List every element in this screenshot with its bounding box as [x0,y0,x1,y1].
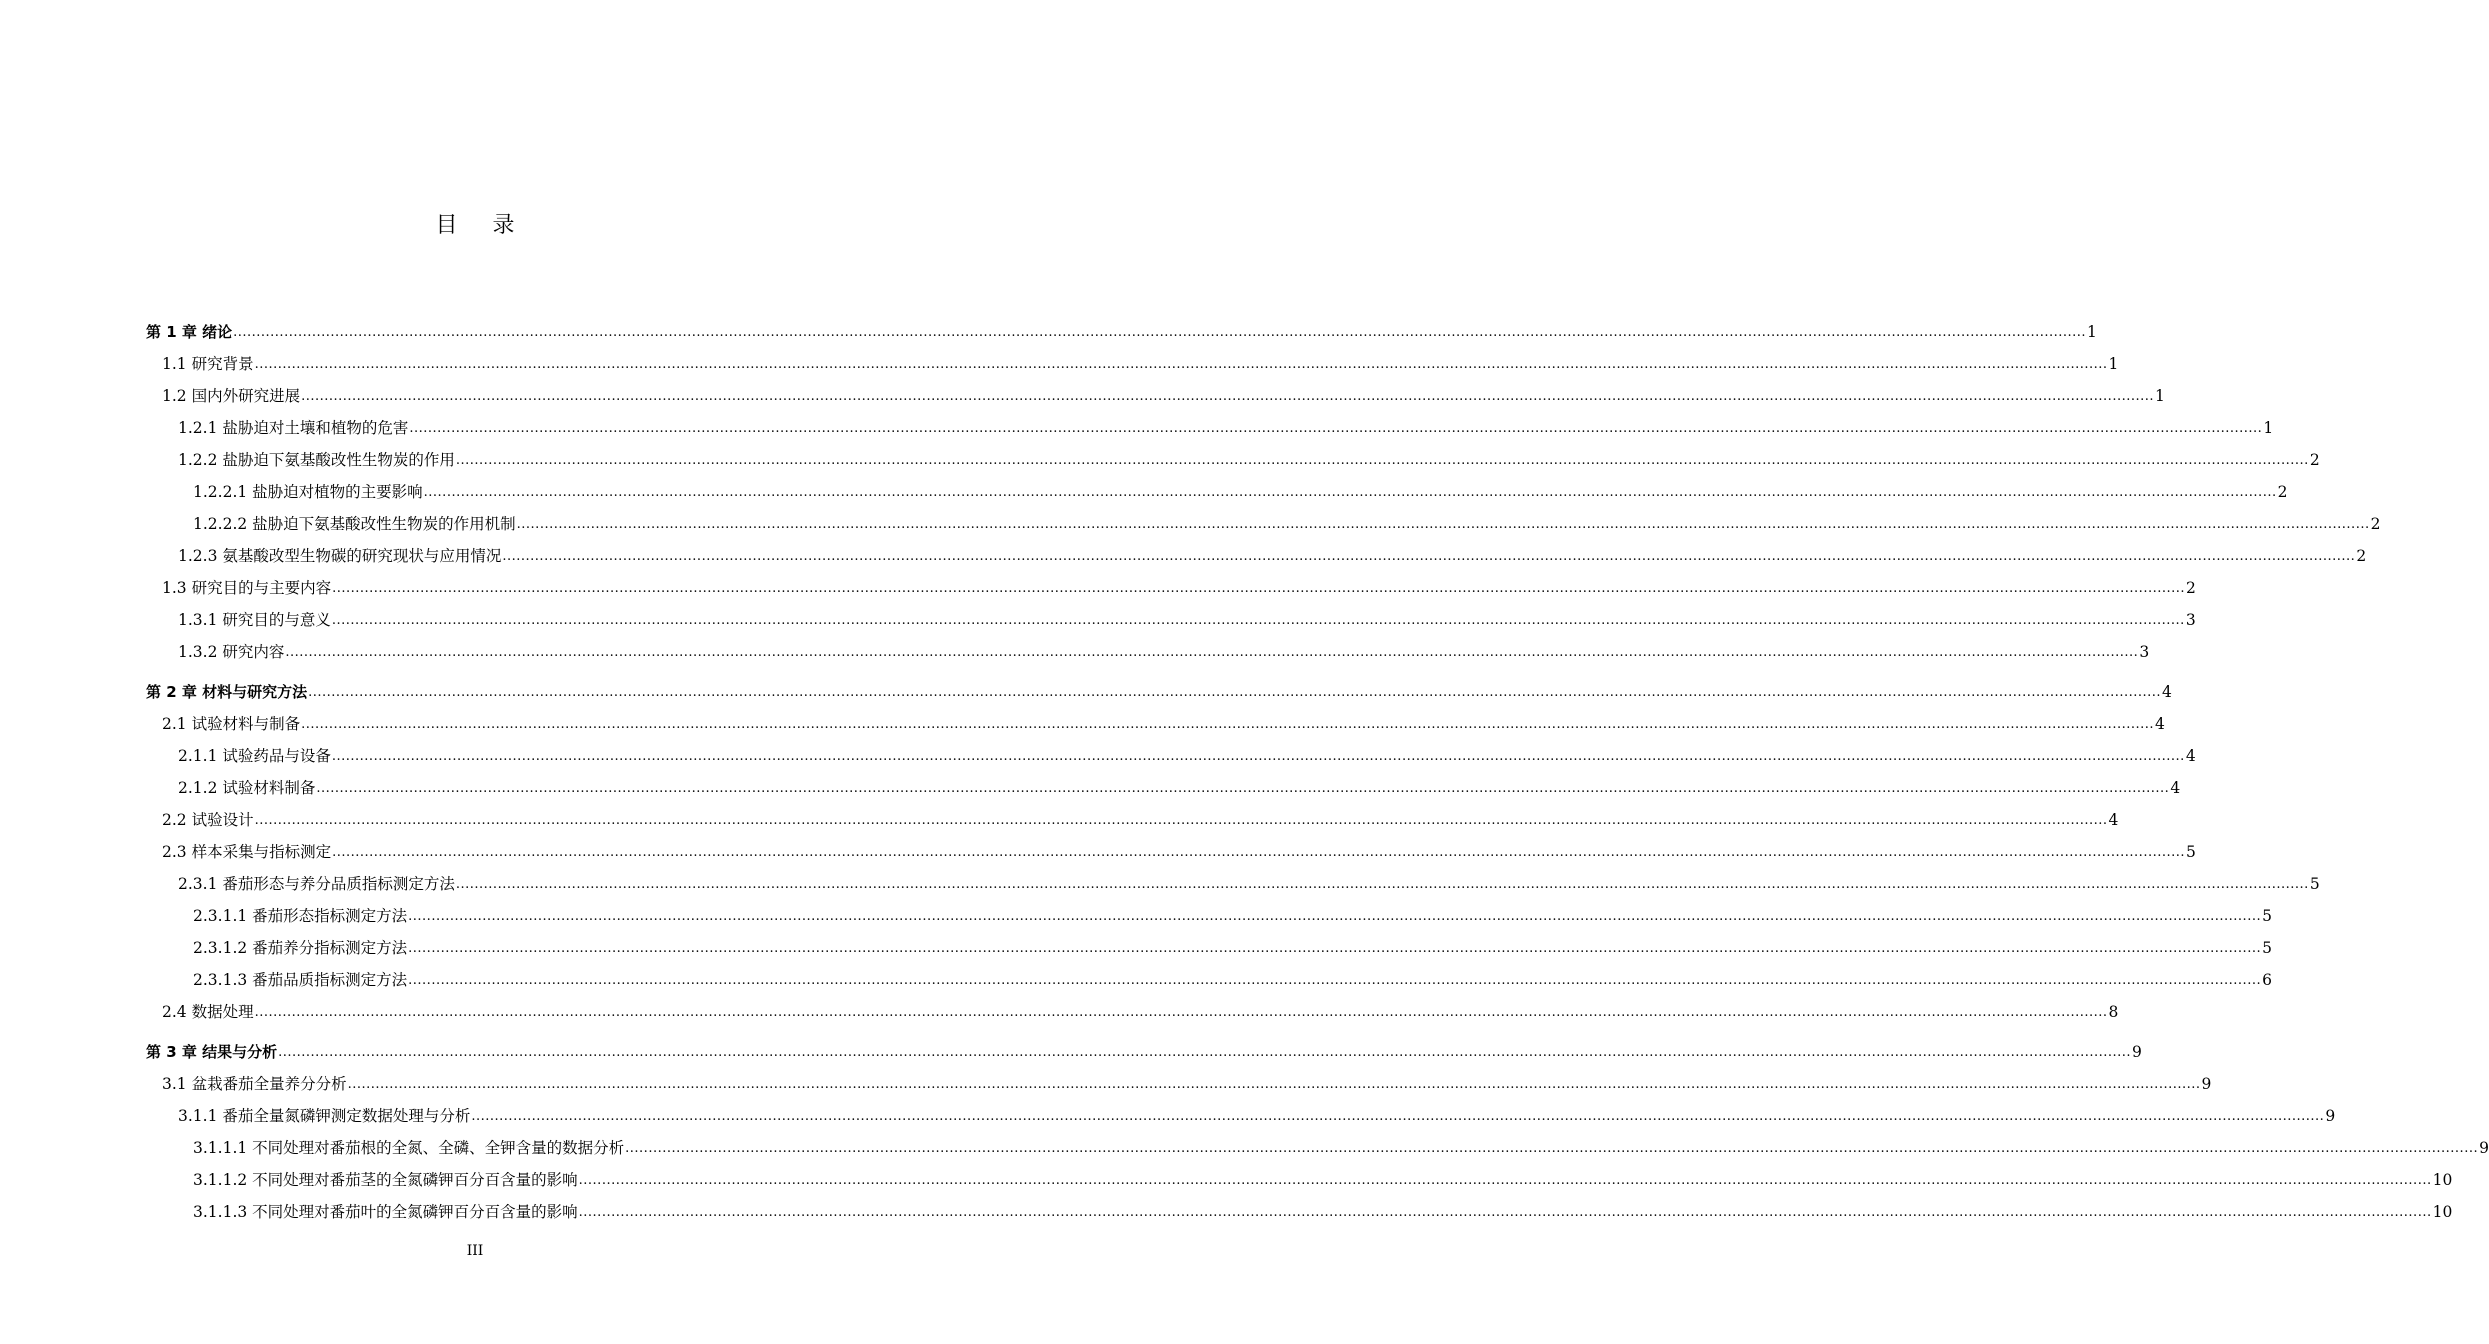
toc-page-number: 9 [2132,1043,2142,1061]
toc-chapter-entry[interactable] [146,678,2172,702]
toc-page-number: 3 [2185,611,2196,629]
toc-entry[interactable] [178,606,2196,630]
toc-leader-dots: ................................................................................................................................................................................................................................................................................................................................................................................................................ [308,685,2162,700]
toc-entry[interactable] [193,1166,2453,1190]
toc-leader-dots: ................................................................................................................................................................................................................................................................................................................................................................................................................ [316,781,2170,796]
toc-leader-dots: ................................................................................................................................................................................................................................................................................................................................................................................................................ [408,973,2262,988]
toc-entry-title: 1.2.1 盐胁迫对土壤和植物的危害 [178,419,409,437]
toc-page-number: 2 [2370,515,2381,533]
toc-entry[interactable] [162,838,2196,862]
toc-leader-dots: ................................................................................................................................................................................................................................................................................................................................................................................................................ [625,1141,2479,1156]
toc-leader-dots: ................................................................................................................................................................................................................................................................................................................................................................................................................ [516,517,2370,532]
toc-leader-dots: ................................................................................................................................................................................................................................................................................................................................................................................................................ [285,645,2139,660]
toc-leader-dots: ................................................................................................................................................................................................................................................................................................................................................................................................................ [301,717,2155,732]
toc-entry-title: 1.3 研究目的与主要内容 [162,579,332,597]
toc-entry-title: 1.2 国内外研究进展 [162,387,301,405]
toc-entry[interactable] [178,414,2274,438]
toc-page-number: 4 [2170,779,2181,797]
toc-page-number: 4 [2108,811,2119,829]
toc-chapter-entry[interactable] [146,318,2097,342]
toc-page-number: 10 [2432,1171,2453,1189]
toc-page-number: 2 [2277,483,2288,501]
toc-entry-title: 1.2.3 氨基酸改型生物碳的研究现状与应用情况 [178,547,502,565]
toc-leader-dots: ................................................................................................................................................................................................................................................................................................................................................................................................................ [455,877,2309,892]
toc-entry-title: 1.2.2 盐胁迫下氨基酸改性生物炭的作用 [178,451,455,469]
toc-entry[interactable] [162,806,2119,830]
toc-page-number: 2 [2356,547,2367,565]
toc-entry[interactable] [162,574,2196,598]
toc-leader-dots: ................................................................................................................................................................................................................................................................................................................................................................................................................ [578,1205,2432,1220]
toc-page-number: 4 [2185,747,2196,765]
toc-entry-title: 2.3 样本采集与指标测定 [162,843,332,861]
toc-entry-title: 1.1 研究背景 [162,355,254,373]
toc-leader-dots: ................................................................................................................................................................................................................................................................................................................................................................................................................ [233,325,2087,340]
toc-entry-title: 2.3.1.2 番茄养分指标测定方法 [193,939,408,957]
toc-page-number: 4 [2162,683,2172,701]
toc-entry[interactable] [162,1070,2212,1094]
toc-entry-title: 1.2.2.1 盐胁迫对植物的主要影响 [193,483,423,501]
toc-page-number: 9 [2325,1107,2336,1125]
toc-entry[interactable] [193,1198,2453,1222]
toc-entry-title: 3.1.1.3 不同处理对番茄叶的全氮磷钾百分百含量的影响 [193,1203,578,1221]
toc-entry[interactable] [178,446,2320,470]
toc-entry[interactable] [162,350,2119,374]
toc-entry-title: 3.1.1.2 不同处理对番茄茎的全氮磷钾百分百含量的影响 [193,1171,578,1189]
toc-entry-title: 2.1 试验材料与制备 [162,715,301,733]
toc-entry-title: 1.3.2 研究内容 [178,643,285,661]
toc-page-number: 1 [2108,355,2119,373]
toc-entry-title: 2.1.2 试验材料制备 [178,779,316,797]
toc-entry-title: 2.3.1.3 番茄品质指标测定方法 [193,971,408,989]
toc-entry[interactable] [178,870,2320,894]
toc-page-number: 6 [2262,971,2272,989]
toc-entry[interactable] [193,478,2288,502]
toc-leader-dots: ................................................................................................................................................................................................................................................................................................................................................................................................................ [301,389,2155,404]
toc-leader-dots: ................................................................................................................................................................................................................................................................................................................................................................................................................ [331,749,2185,764]
toc-page-number: 5 [2186,843,2196,861]
toc-entry[interactable] [193,1134,2489,1158]
toc-leader-dots: ................................................................................................................................................................................................................................................................................................................................................................................................................ [254,1005,2108,1020]
toc-entry-title: 2.1.1 试验药品与设备 [178,747,331,765]
toc-page-number: 5 [2262,939,2272,957]
toc-entry-title: 2.4 数据处理 [162,1003,254,1021]
toc-page-number: 4 [2155,715,2165,733]
toc-leader-dots: ................................................................................................................................................................................................................................................................................................................................................................................................................ [455,453,2309,468]
toc-leader-dots: ................................................................................................................................................................................................................................................................................................................................................................................................................ [408,909,2262,924]
toc-page-number: 1 [2263,419,2274,437]
toc-entry[interactable] [193,902,2272,926]
toc-leader-dots: ................................................................................................................................................................................................................................................................................................................................................................................................................ [254,357,2108,372]
toc-entry-title: 2.3.1 番茄形态与养分品质指标测定方法 [178,875,455,893]
toc-entry[interactable] [178,638,2150,662]
toc-page-number: 2 [2309,451,2320,469]
toc-entry[interactable] [178,742,2196,766]
toc-entry-title: 1.3.1 研究目的与意义 [178,611,331,629]
toc-chapter-entry[interactable] [146,1038,2142,1062]
toc-page-number: 3 [2139,643,2150,661]
toc-leader-dots: ................................................................................................................................................................................................................................................................................................................................................................................................................ [409,421,2263,436]
toc-entry[interactable] [178,542,2367,566]
toc-page-number: 8 [2108,1003,2119,1021]
toc-entry-title: 第 3 章 结果与分析 [146,1043,278,1061]
toc-leader-dots: ................................................................................................................................................................................................................................................................................................................................................................................................................ [278,1045,2132,1060]
toc-leader-dots: ................................................................................................................................................................................................................................................................................................................................................................................................................ [578,1173,2432,1188]
toc-page-number: 2 [2186,579,2196,597]
toc-entry[interactable] [193,510,2381,534]
toc-entry-title: 3.1 盆栽番茄全量养分分析 [162,1075,347,1093]
toc-entry-title: 3.1.1.1 不同处理对番茄根的全氮、全磷、全钾含量的数据分析 [193,1139,625,1157]
toc-leader-dots: ................................................................................................................................................................................................................................................................................................................................................................................................................ [347,1077,2201,1092]
toc-leader-dots: ................................................................................................................................................................................................................................................................................................................................................................................................................ [471,1109,2325,1124]
toc-leader-dots: ................................................................................................................................................................................................................................................................................................................................................................................................................ [331,613,2185,628]
toc-entry[interactable] [178,1102,2336,1126]
toc-entry-title: 2.3.1.1 番茄形态指标测定方法 [193,907,408,925]
toc-page-number: 5 [2262,907,2272,925]
toc-leader-dots: ................................................................................................................................................................................................................................................................................................................................................................................................................ [332,845,2186,860]
toc-leader-dots: ................................................................................................................................................................................................................................................................................................................................................................................................................ [423,485,2277,500]
toc-page-number: 9 [2479,1139,2489,1157]
toc-page-number: 10 [2432,1203,2453,1221]
toc-leader-dots: ................................................................................................................................................................................................................................................................................................................................................................................................................ [502,549,2356,564]
toc-entry[interactable] [193,934,2272,958]
toc-page-number: 9 [2201,1075,2212,1093]
toc-entry[interactable] [162,998,2119,1022]
toc-entry[interactable] [193,966,2272,990]
toc-page-number: 5 [2309,875,2320,893]
toc-leader-dots: ................................................................................................................................................................................................................................................................................................................................................................................................................ [408,941,2262,956]
toc-entry[interactable] [162,382,2165,406]
toc-entry-title: 2.2 试验设计 [162,811,254,829]
toc-entry-title: 1.2.2.2 盐胁迫下氨基酸改性生物炭的作用机制 [193,515,516,533]
toc-entry-title: 第 2 章 材料与研究方法 [146,683,308,701]
toc-page-number: 1 [2087,323,2097,341]
toc-page-number: 1 [2155,387,2165,405]
toc-leader-dots: ................................................................................................................................................................................................................................................................................................................................................................................................................ [332,581,2186,596]
toc-title: 目 录 [435,213,529,238]
toc-entry-title: 3.1.1 番茄全量氮磷钾测定数据处理与分析 [178,1107,471,1125]
toc-entry[interactable] [162,710,2165,734]
page-number: III [466,1243,484,1259]
toc-entry[interactable] [178,774,2181,798]
toc-entry-title: 第 1 章 绪论 [146,323,233,341]
toc-leader-dots: ................................................................................................................................................................................................................................................................................................................................................................................................................ [254,813,2108,828]
